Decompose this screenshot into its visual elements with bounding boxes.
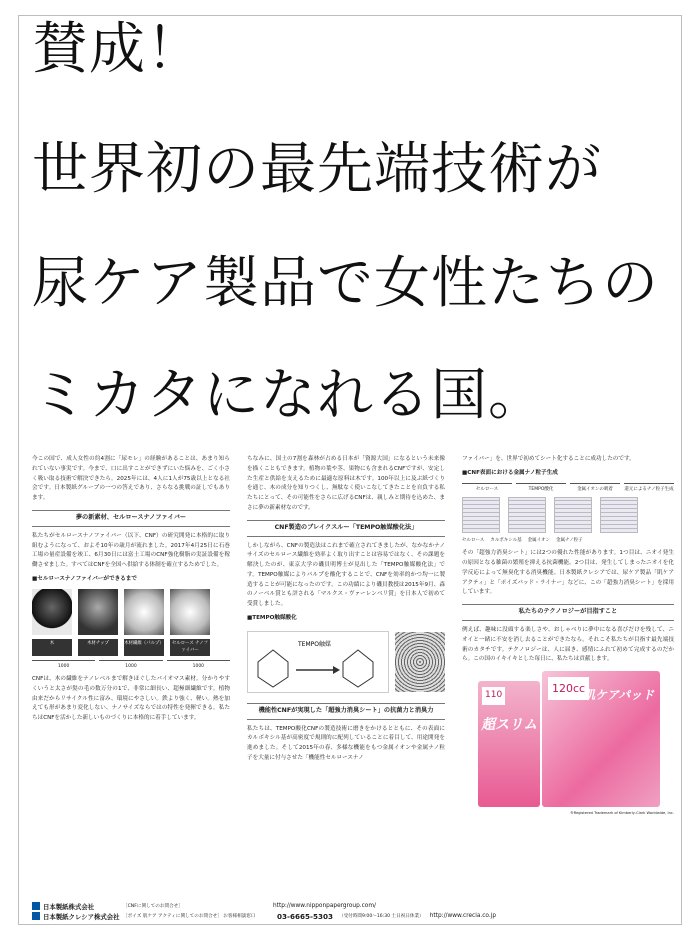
stage-labels (462, 483, 674, 494)
body-text: 例えば、趣味に没頭する楽しさや、おしゃべりに夢中になる喜びだけを残して、ニオイと一緒に不安を消し去ることができたなら。それこそ私たちが目指す最先端技術のカタチです。テクノロジーは、人に届き、感情にふれて初めて完成するのだから。この国のイキイキとした毎日に、私たちは貢献します。 (462, 627, 674, 663)
cnf-process-photos (32, 589, 230, 635)
footer (32, 901, 672, 921)
inquiry-note: ［ポイズ 肌ケア アクティに関してのお問合せ］ お客様相談窓口 (123, 914, 256, 919)
body-text: 私たちがセルロースナノファイバー（以下、CNF）の研究開発に本格的に取り組むようになって、およそ10年の歳月が流れました。2017年4月25日に石巻工場の量産設備を竣工、6月30日には富士工場のCNF強化樹脂の実証設備を稼働させました。すべてはCNFを全国へ供給する体制を確立するためでした。 (32, 532, 230, 569)
product-pack-large (542, 671, 660, 807)
footer-row-nippon-paper (32, 901, 672, 911)
figure-title: ■CNF表面における金属ナノ粒子生成 (462, 469, 558, 476)
company-logo-icon (32, 912, 40, 920)
tree-photo (32, 589, 72, 635)
intro-text: ちなみに、国土の7割を森林が占める日本が「資源大国」になるという未来像を描くこともできます。植物の葉や茎、果物にも含まれるCNFですが、安定した生産と供給を支えるために最適な原料は木です。100年以上に及ぶ紙づくりを通じ、木の成分を知りつくし、無駄なく使いこなしてきたことを自負する私たちにとって、その可能性をさらに広げるCNFは、親しみと期待を込めた、まさに夢の新素材なのです。 (247, 456, 445, 511)
company-name: 日本製紙株式会社 (43, 902, 95, 911)
scale-label: 1000 (167, 660, 230, 671)
tempo-diagram (247, 627, 445, 697)
product-brand: 超スリム (480, 717, 540, 734)
stage-label: 金属イオンの吸着 (570, 483, 620, 494)
cnf-photo (170, 589, 210, 635)
product-photos (462, 671, 674, 815)
legend-item: セルロース (462, 538, 485, 544)
section-heading: 私たちのテクノロジーが目指すこと (462, 604, 674, 621)
headline-line-3: 尿ケア製品で女性たちの (32, 251, 659, 316)
figure-title: ■セルロースナノファイバーができるまで (32, 575, 137, 582)
body-text: しかしながら、CNFの製造法はこれまで確立されてきましたが、なかなかナノサイズのセルロース繊維を効率よく取り出すことは容易ではなく、その課題を解決したのが、東京大学の磯貝明博士が見出した「TEMPO触媒酸化法」です。TEMPO触媒によりパルプを酸化することで、CNFを効率的かつ均一に製造することが可能になったのです。この功績により磯貝教授は2015年9月、森のノーベル賞とも評される「マルクス・ヴァーレンベリ賞」を日本人で初めて受賞しました。 (247, 542, 445, 608)
column-3 (462, 455, 674, 815)
phone-number[interactable]: 03-6665-5303 (277, 911, 333, 921)
body-text: CNFは、木の繊維をナノレベルまで解きほぐしたバイオマス素材。分かりやすくいうと太さが髪の毛の数万分の1で、非常に細長い、超極細繊維です。植物由来だからリサイクル性に富み、環境にやさしい。鉄より強く、軽い。熱を加えても形があまり変化しない、ナノサイズならではの特性を発揮できる。私たちはCNFを活かした新しいものづくりに本格的に着手しています。 (32, 675, 230, 722)
stage-label: セルロース (462, 483, 512, 494)
wood-chip-photo (78, 589, 118, 635)
cube-illustration (508, 497, 546, 533)
product-brand: 肌ケアパッド (582, 688, 657, 703)
molecule-diagram (247, 631, 389, 693)
figure-title: ■TEMPO触媒酸化 (247, 615, 297, 621)
pulp-photo (124, 589, 164, 635)
company-url[interactable]: http://www.nipponpapergroup.com/ (273, 903, 376, 909)
legend-item: カルボキシル基 (490, 538, 522, 544)
micrograph (395, 632, 445, 692)
cube-illustrations (462, 497, 674, 533)
column-2 (247, 455, 445, 768)
cube-illustration (600, 497, 638, 533)
scale-label: 1000 (32, 660, 95, 671)
tempo-label: TEMPO触媒 (298, 640, 331, 648)
caption: 木 (32, 639, 72, 656)
headline-line-2: 世界初の最先端技術が (32, 137, 602, 202)
headline-line-4: ミカタになれる国。 (32, 363, 545, 428)
section-heading: 機能性CNFが実現した「超強力消臭シート」の抗菌力と消臭力 (247, 703, 445, 720)
stage-label: TEMPO酸化 (516, 483, 566, 494)
caption: 木材繊維（パルプ） (124, 639, 164, 656)
company-url[interactable]: http://www.crecia.co.jp (429, 913, 496, 919)
column-1 (32, 455, 230, 728)
intro-text: 今この国で、成人女性の約4割に「尿モレ」の経験があることは、あまり知られていない事実です。今まで、口に出すことができずにいた悩みを、ごく小さく吸い取る技術で解決できたら。2025年には、4人に1人が75歳以上となる社会です。日本製紙グループの一つの答えであり、さらなる挑戦の証しでもあります。 (32, 456, 230, 502)
legend-item: 金属ナノ粒子 (556, 538, 583, 544)
cube-illustration (554, 497, 592, 533)
company-name: 日本製紙クレシア株式会社 (43, 912, 120, 921)
product-pack-small (478, 681, 540, 807)
figure-legend (462, 537, 674, 545)
intro-text: ファイバー」を、世界で初めてシート化することに成功したのです。 (462, 456, 635, 462)
product-badge: 110 (482, 687, 505, 705)
service-hours: （受付時間9:00〜16:30 土日祝日休業） (338, 914, 424, 919)
scale-arrows (32, 660, 230, 671)
cube-illustration (462, 497, 500, 533)
headline-line-1: 賛成！ (32, 17, 203, 82)
stage-label: 還元によるナノ粒子生成 (624, 483, 674, 494)
body-text: 私たちは、TEMPO酸化CNFの製造技術に磨きをかけるとともに、その表面にカルボキシル基が高密度で規則的に配列していることに着目して、用途開発を進めました。そして2015年の春、多様な機能をもつ金属イオンや金属ナノ粒子を大量に付与させた「機能性セルロースナノ (247, 725, 445, 761)
section-heading: CNF製造のブレイクスルー「TEMPO触媒酸化法」 (247, 520, 445, 537)
legend-item: 金属イオン (527, 538, 550, 544)
photo-captions (32, 639, 230, 656)
product-badge: 120cc (548, 677, 589, 700)
section-heading: 夢の新素材、セルロースナノファイバー (32, 510, 230, 527)
trademark-note: ®Registered Trademark of Kimberly-Clark Worldwide, Inc. (570, 810, 674, 815)
inquiry-note: ［CNFに関してのお問合せ］ (123, 904, 183, 909)
body-text: その「超強力消臭シート」には2つの優れた性能があります。1つ目は、ニオイ発生の原因となる雑菌の繁殖を抑える抗菌機能。2つ目は、発生してしまったニオイを化学反応によって無臭化する消臭機能。日本製紙クレシアでは、尿ケア製品「肌ケア アクティ」と「ポイズパッド・ライナー」などに、この「超強力消臭シート」を採用しています。 (462, 550, 674, 596)
caption: 木材チップ (78, 639, 118, 656)
caption: セルロース ナノファイバー (170, 639, 210, 656)
scale-label: 1000 (99, 660, 162, 671)
footer-row-crecia (32, 911, 672, 921)
company-logo-icon (32, 902, 40, 910)
